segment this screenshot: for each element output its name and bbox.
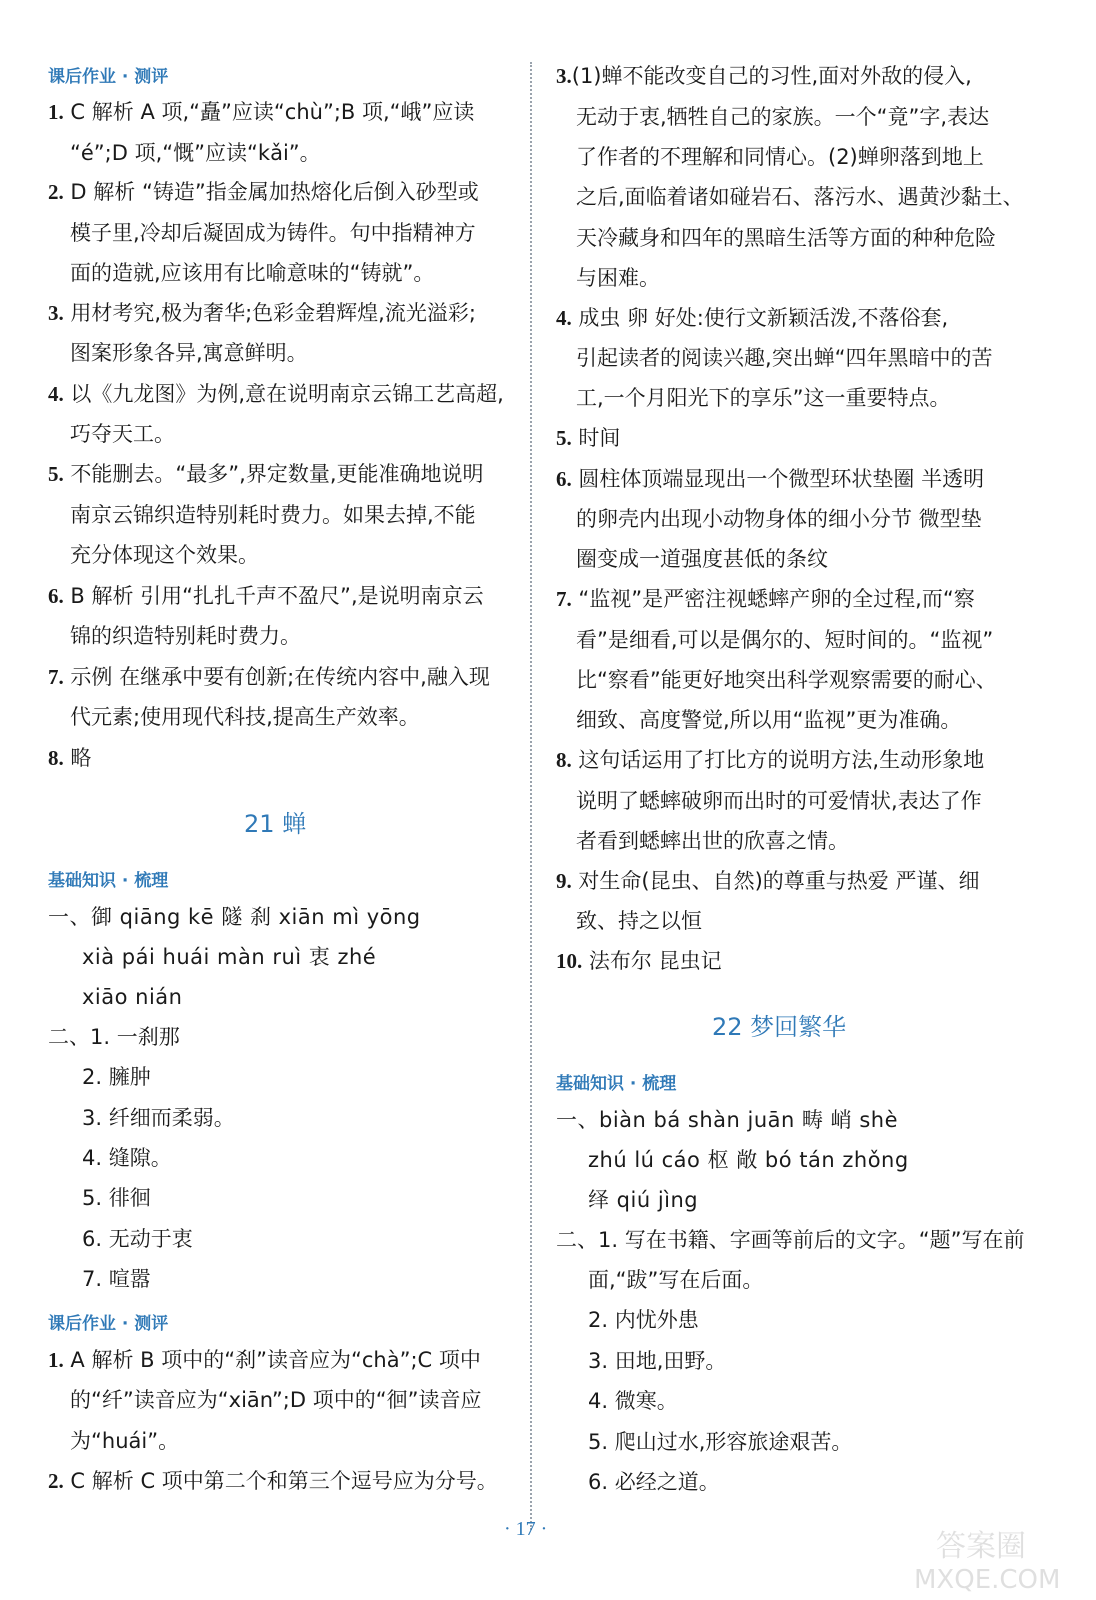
answer-line: 2. C 解析 C 项中第二个和第三个逗号应为分号。	[48, 1469, 498, 1493]
answer-line: 圈变成一道强度甚低的条纹	[576, 547, 828, 571]
answer-line: 10. 法布尔 昆虫记	[556, 949, 722, 973]
section-label: 基础知识 · 梳理	[48, 871, 169, 891]
answer-line: 3.(1)蝉不能改变自己的习性,面对外敌的侵入,	[556, 64, 972, 88]
answer-line: 比“察看”能更好地突出科学观察需要的耐心、	[576, 668, 997, 692]
answer-line: 图案形象各异,寓意鲜明。	[70, 341, 308, 365]
answer-line: 细致、高度警觉,所以用“监视”更为准确。	[576, 708, 962, 732]
answer-line: 与困难。	[576, 266, 660, 290]
answer-line: 南京云锦织造特别耗时费力。如果去掉,不能	[70, 503, 476, 527]
answer-line: 天冷藏身和四年的黑暗生活等方面的种种危险	[576, 226, 996, 250]
answer-line: 4. 微寒。	[588, 1389, 678, 1413]
answer-line: 3. 田地,田野。	[588, 1349, 727, 1373]
answer-line: 了作者的不理解和同情心。(2)蝉卵落到地上	[576, 145, 984, 169]
answer-line: 代元素;使用现代科技,提高生产效率。	[70, 705, 420, 729]
answer-line: 面的造就,应该用有比喻意味的“铸就”。	[70, 261, 435, 285]
answer-line: 6. 必经之道。	[588, 1470, 720, 1494]
lesson-title: 22 梦回繁华	[712, 1013, 847, 1041]
answer-line: 的卵壳内出现小动物身体的细小分节 微型垫	[576, 507, 982, 531]
answer-line: 4. 成虫 卵 好处:使行文新颖活泼,不落俗套,	[556, 306, 949, 330]
answer-line: 1. C 解析 A 项,“矗”应读“chù”;B 项,“峨”应读	[48, 100, 475, 124]
answer-line: 看”是细看,可以是偶尔的、短时间的。“监视”	[576, 628, 994, 652]
answer-line: “é”;D 项,“慨”应读“kǎi”。	[70, 141, 321, 165]
answer-line: 引起读者的阅读兴趣,突出蝉“四年黑暗中的苦	[576, 346, 993, 370]
answer-line: 无动于衷,牺牲自己的家族。一个“竟”字,表达	[576, 105, 990, 129]
answer-line: 为“huái”。	[70, 1429, 180, 1453]
pinyin-line: xià pái huái màn ruì 衷 zhé	[82, 945, 377, 969]
answer-line: 3. 用材考究,极为奢华;色彩金碧辉煌,流光溢彩;	[48, 301, 476, 325]
page-number: · 17 ·	[504, 1518, 548, 1540]
pinyin-line: 一、biàn bá shàn juān 畴 峭 shè	[556, 1108, 899, 1132]
pinyin-line: zhú lú cáo 枢 敞 bó tán zhǒng	[588, 1148, 909, 1172]
answer-line: 8. 这句话运用了打比方的说明方法,生动形象地	[556, 748, 985, 772]
answer-line: 7. 示例 在继承中要有创新;在传统内容中,融入现	[48, 665, 490, 689]
watermark-logo	[906, 1524, 1076, 1594]
answer-line: 5. 徘徊	[82, 1186, 151, 1210]
answer-line: 说明了蟋蟀破卵而出时的可爱情状,表达了作	[576, 789, 982, 813]
answer-line: 6. 圆柱体顶端显现出一个微型环状垫圈 半透明	[556, 467, 985, 491]
answer-line: 2. 臃肿	[82, 1065, 151, 1089]
answer-line: 二、1. 写在书籍、字画等前后的文字。“题”写在前	[556, 1228, 1025, 1252]
answer-line: 锦的织造特别耗时费力。	[70, 624, 301, 648]
answer-line: 7. “监视”是严密注视蟋蟀产卵的全过程,而“察	[556, 587, 975, 611]
answer-line: 的“纤”读音应为“xiān”;D 项中的“徊”读音应	[70, 1388, 482, 1412]
answer-line: 5. 爬山过水,形容旅途艰苦。	[588, 1430, 853, 1454]
answer-line: 4. 缝隙。	[82, 1146, 172, 1170]
answer-line: 3. 纤细而柔弱。	[82, 1106, 235, 1130]
answer-line: 2. D 解析 “铸造”指金属加热熔化后倒入砂型或	[48, 180, 479, 204]
watermark-text: 答案圈 MXQE.COM	[914, 1529, 1061, 1594]
pinyin-line: 一、御 qiāng kē 隧 刹 xiān mì yōng	[48, 905, 421, 929]
column-divider	[530, 62, 532, 1530]
section-label: 课后作业 · 测评	[48, 67, 169, 87]
answer-line: 6. 无动于衷	[82, 1227, 193, 1251]
answer-line: 7. 喧嚣	[82, 1267, 151, 1291]
section-label: 课后作业 · 测评	[48, 1314, 169, 1334]
pinyin-line: xiāo nián	[82, 985, 183, 1009]
answer-line: 充分体现这个效果。	[70, 543, 259, 567]
answer-line: 5. 不能删去。“最多”,界定数量,更能准确地说明	[48, 462, 484, 486]
answer-line: 8. 略	[48, 746, 92, 770]
answer-line: 2. 内忧外患	[588, 1308, 699, 1332]
pinyin-line: 绎 qiú jìng	[588, 1188, 699, 1212]
answer-line: 模子里,冷却后凝固成为铸件。句中指精神方	[70, 221, 476, 245]
answer-line: 4. 以《九龙图》为例,意在说明南京云锦工艺高超,	[48, 382, 504, 406]
answer-line: 1. A 解析 B 项中的“刹”读音应为“chà”;C 项中	[48, 1348, 481, 1372]
answer-line: 巧夺天工。	[70, 422, 175, 446]
answer-line: 者看到蟋蟀出世的欣喜之情。	[576, 829, 849, 853]
answer-line: 面,“跋”写在后面。	[588, 1268, 764, 1292]
answer-line: 二、1. 一刹那	[48, 1025, 180, 1049]
answer-line: 6. B 解析 引用“扎扎千声不盈尺”,是说明南京云	[48, 584, 484, 608]
lesson-title: 21 蝉	[244, 810, 307, 838]
answer-line: 工,一个月阳光下的享乐”这一重要特点。	[576, 386, 951, 410]
section-label: 基础知识 · 梳理	[556, 1074, 677, 1094]
answer-line: 5. 时间	[556, 426, 621, 450]
answer-line: 之后,面临着诸如碰岩石、落污水、遇黄沙黏土、	[576, 185, 1024, 209]
answer-line: 致、持之以恒	[576, 909, 702, 933]
answer-line: 9. 对生命(昆虫、自然)的尊重与热爱 严谨、细	[556, 869, 980, 893]
